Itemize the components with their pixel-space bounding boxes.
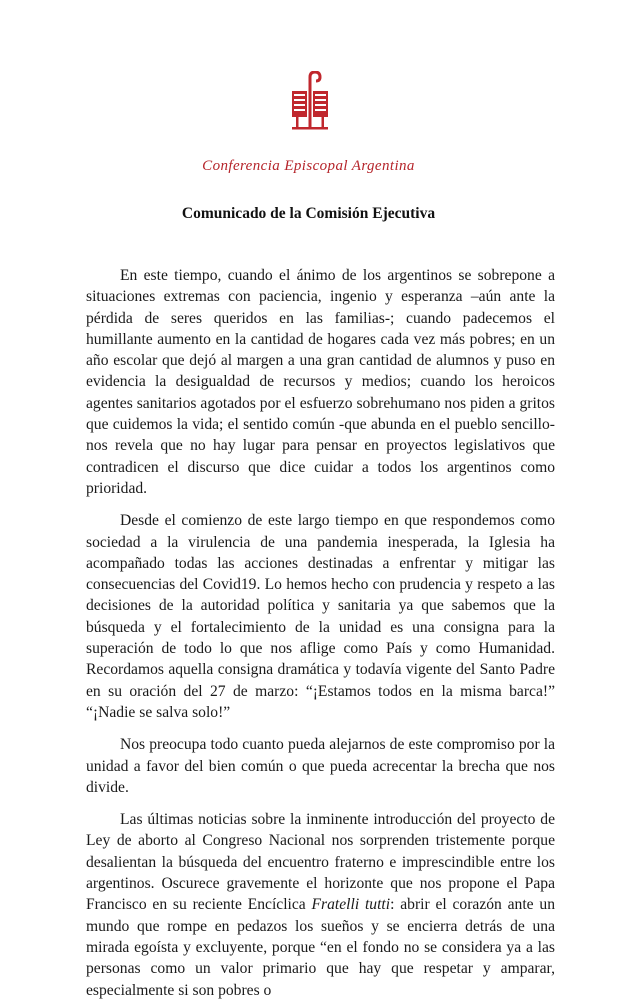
paragraph-1: En este tiempo, cuando el ánimo de los argentinos se sobrepone a situaciones extremas con paciencia, ingenio y esperanza –aún ante la pérdida de seres queridos en las familias-; cuando padecemos el humillante aumento en la cantidad de hogares cada vez más pobres; en un año escolar que dejó al margen a una gran cantidad de alumnos y puso en evidencia la desigualdad de recursos y medios; cuando los heroicos agentes sanitarios agotados por el esfuerzo sobrehumano nos piden a gritos que cuidemos la vida; el sentido común -que abunda en el pueblo sencillo- nos revela que no hay lugar para pensar en proyectos legislativos que contradicen el discurso que dice cuidar a todos los argentinos como prioridad. <box>86 267 555 497</box>
encyclical-title: Fratelli tutti <box>311 896 391 914</box>
paragraph-4-after: : abrir el corazón ante un mundo que rompe en pedazos los sueños y se encierra detrás de una mirada egoísta y excluyente, porque “en el fondo no se considera ya a las personas como un valor primario que hay que respetar y amparar, especialmente si son pobres o <box>86 896 555 999</box>
document-body <box>86 265 555 1001</box>
document-title: Comunicado de la Comisión Ejecutiva <box>181 205 436 222</box>
cea-emblem-icon <box>286 71 334 131</box>
paragraph-3: Nos preocupa todo cuanto pueda alejarnos de este compromiso por la unidad a favor del bien común o que pueda acrecentar la brecha que nos divide. <box>86 736 555 796</box>
paragraph-4-before: Las últimas noticias sobre la inminente introducción del proyecto de Ley de aborto al Congreso Nacional nos sorprenden tristemente porque desalientan la búsqueda del encuentro fraterno e imprescindible entre los argentinos. Oscurece gravemente el horizonte que nos propone el Papa Francisco en su reciente Encíclica <box>86 811 555 914</box>
paragraph-2: Desde el comienzo de este largo tiempo en que respondemos como sociedad a la virulencia de una pandemia inesperada, la Iglesia ha acompañado todas las acciones destinadas a enfrentar y mitigar las consecuencias del Covid19. Lo hemos hecho con prudencia y respeto a las decisiones de la autoridad política y sanitaria ya que sabemos que la búsqueda y el fortalecimiento de la unidad es una consigna para la superación de todo lo que nos aflige como País y como Humanidad. Recordamos aquella consigna dramática y todavía vigente del Santo Padre en su oración del 27 de marzo: “¡Estamos todos en la misma barca!” “¡Nadie se salva solo!” <box>86 512 555 721</box>
paragraph-4 <box>86 809 555 1001</box>
org-name: Conferencia Episcopal Argentina <box>202 158 415 174</box>
